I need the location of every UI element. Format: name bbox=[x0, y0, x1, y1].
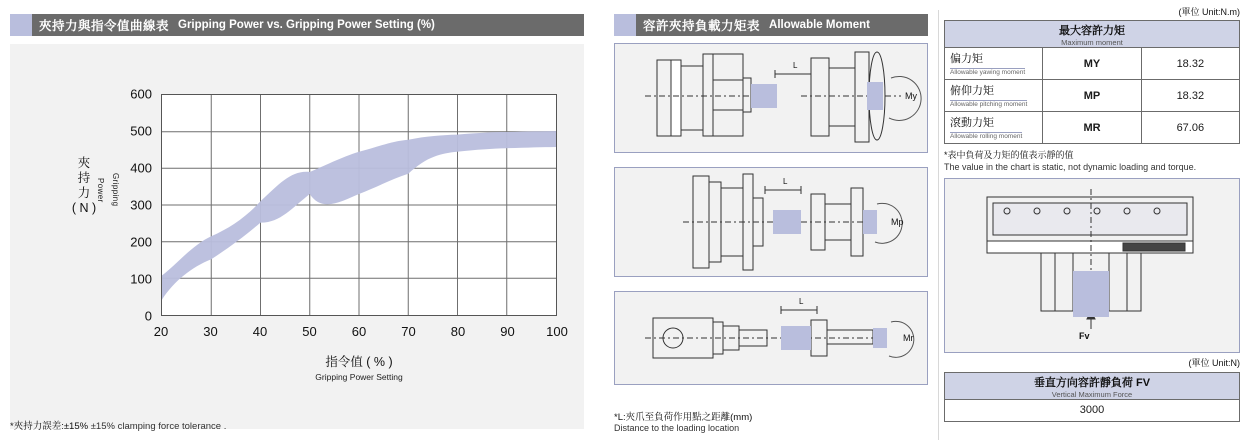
diagram-mr-svg bbox=[615, 292, 927, 384]
y-tick-100: 100 bbox=[130, 271, 152, 287]
chart-footnote-en: ±15% clamping force tolerance . bbox=[90, 421, 227, 432]
table-row bbox=[945, 112, 1240, 144]
fv-diagram-svg bbox=[945, 179, 1239, 352]
diagram-mp bbox=[614, 167, 928, 277]
gripping-power-band-svg bbox=[162, 95, 556, 315]
x-axis-title-cn: 指令值 ( % ) bbox=[325, 355, 393, 369]
chart-title-cn: 夾持力與指令值曲線表 bbox=[39, 19, 170, 33]
moment-title-en: Allowable Moment bbox=[769, 19, 870, 31]
row-symbol-mr: MR bbox=[1043, 112, 1141, 144]
table-head-en: Maximum moment bbox=[1061, 37, 1123, 47]
y-tick-300: 300 bbox=[130, 197, 152, 213]
chart-footnote bbox=[10, 418, 226, 432]
y-tick-0: 0 bbox=[144, 308, 152, 324]
x-tick-70: 70 bbox=[401, 324, 416, 339]
unit-label-top: (單位 Unit:N.m) bbox=[1178, 7, 1240, 17]
panel-divider bbox=[938, 10, 939, 440]
row-symbol-mp: MP bbox=[1043, 80, 1141, 112]
row-symbol-my: MY bbox=[1043, 48, 1141, 80]
x-tick-30: 30 bbox=[203, 324, 218, 339]
x-tick-80: 80 bbox=[450, 324, 466, 339]
specs-panel bbox=[944, 5, 1240, 422]
row-label-mp-cn: 俯仰力矩 bbox=[950, 85, 994, 97]
row-value-mr: 67.06 bbox=[1141, 112, 1239, 144]
table-row bbox=[945, 48, 1240, 80]
row-label-mr-en: Allowable rolling moment bbox=[950, 133, 1023, 140]
maximum-moment-table bbox=[944, 20, 1240, 144]
moment-note-cn: *L:夾爪至負荷作用點之距離(mm) bbox=[614, 412, 753, 423]
moment-note bbox=[614, 409, 752, 433]
chart-footnote-cn: *夾持力誤差:±15% bbox=[10, 421, 89, 432]
row-label-my-cn: 偏力矩 bbox=[950, 53, 983, 65]
moment-title-cn: 容許夾持負載力矩表 bbox=[643, 19, 761, 33]
fv-value: 3000 bbox=[944, 400, 1240, 422]
data-band bbox=[162, 95, 556, 315]
row-label-mr bbox=[945, 112, 1043, 144]
chart-section-header bbox=[10, 14, 584, 36]
x-tick-60: 60 bbox=[351, 324, 367, 339]
moment-section-header bbox=[614, 14, 928, 36]
x-tick-40: 40 bbox=[252, 324, 268, 339]
row-label-mr-cn: 滾動力矩 bbox=[950, 117, 994, 129]
x-tick-50: 50 bbox=[302, 324, 317, 339]
y-tick-200: 200 bbox=[130, 234, 152, 250]
row-value-my: 18.32 bbox=[1141, 48, 1239, 80]
y-axis-title-en: Gripping Power bbox=[96, 173, 120, 207]
chart-panel bbox=[10, 14, 584, 432]
plot-region bbox=[161, 94, 557, 316]
diagram-my bbox=[614, 43, 928, 153]
y-axis-title bbox=[67, 156, 120, 216]
allowable-moment-panel bbox=[614, 14, 928, 385]
y-tick-400: 400 bbox=[130, 160, 152, 176]
diagram-mr-dim-label: L bbox=[799, 297, 804, 306]
header-swatch-icon bbox=[10, 14, 32, 36]
fv-header bbox=[944, 372, 1240, 400]
static-value-note bbox=[944, 149, 1240, 173]
table-head-row bbox=[945, 21, 1240, 48]
diagram-mr bbox=[614, 291, 928, 385]
x-axis-title bbox=[161, 352, 557, 382]
row-value-mp: 18.32 bbox=[1141, 80, 1239, 112]
unit-label-bottom: (單位 Unit:N) bbox=[1188, 358, 1240, 368]
x-axis-title-en: Gripping Power Setting bbox=[315, 372, 403, 382]
fv-header-cn: 垂直方向容許靜負荷 FV bbox=[1033, 376, 1151, 389]
chart-area bbox=[10, 44, 584, 429]
y-tick-500: 500 bbox=[130, 123, 152, 139]
diagram-mp-svg bbox=[615, 168, 927, 276]
table-row bbox=[945, 80, 1240, 112]
diagram-my-dim-label: L bbox=[793, 61, 798, 70]
table-head-cell bbox=[945, 21, 1240, 48]
diagram-my-label: My bbox=[905, 91, 917, 101]
y-tick-600: 600 bbox=[130, 86, 152, 102]
row-label-mp-en: Allowable pitching moment bbox=[950, 101, 1028, 108]
row-label-mp bbox=[945, 80, 1043, 112]
x-tick-100: 100 bbox=[546, 324, 568, 339]
diagram-mp-label: Mp bbox=[891, 217, 904, 227]
fv-header-en: Vertical Maximum Force bbox=[1051, 389, 1133, 399]
fv-arrow-label: Fv bbox=[1079, 331, 1090, 341]
diagram-mp-dim-label: L bbox=[783, 177, 788, 186]
static-value-note-en: The value in the chart is static, not dynamic loading and torque. bbox=[944, 162, 1197, 172]
diagram-my-svg bbox=[615, 44, 927, 152]
table-head-cn: 最大容許力矩 bbox=[1059, 24, 1125, 37]
static-value-note-cn: *表中負荷及力矩的值表示靜的值 bbox=[944, 150, 1074, 160]
row-label-my-en: Allowable yawing moment bbox=[950, 69, 1026, 76]
x-tick-20: 20 bbox=[153, 324, 169, 339]
row-label-my bbox=[945, 48, 1043, 80]
y-axis-title-cn: 夾 持 力 ( N ) bbox=[71, 156, 97, 215]
header-swatch-icon bbox=[614, 14, 636, 36]
chart-title-en: Gripping Power vs. Gripping Power Setting (%) bbox=[178, 19, 435, 31]
diagram-mr-label: Mr bbox=[903, 333, 914, 343]
fv-diagram bbox=[944, 178, 1240, 353]
moment-note-en: Distance to the loading location bbox=[614, 423, 740, 433]
x-tick-90: 90 bbox=[500, 324, 515, 339]
